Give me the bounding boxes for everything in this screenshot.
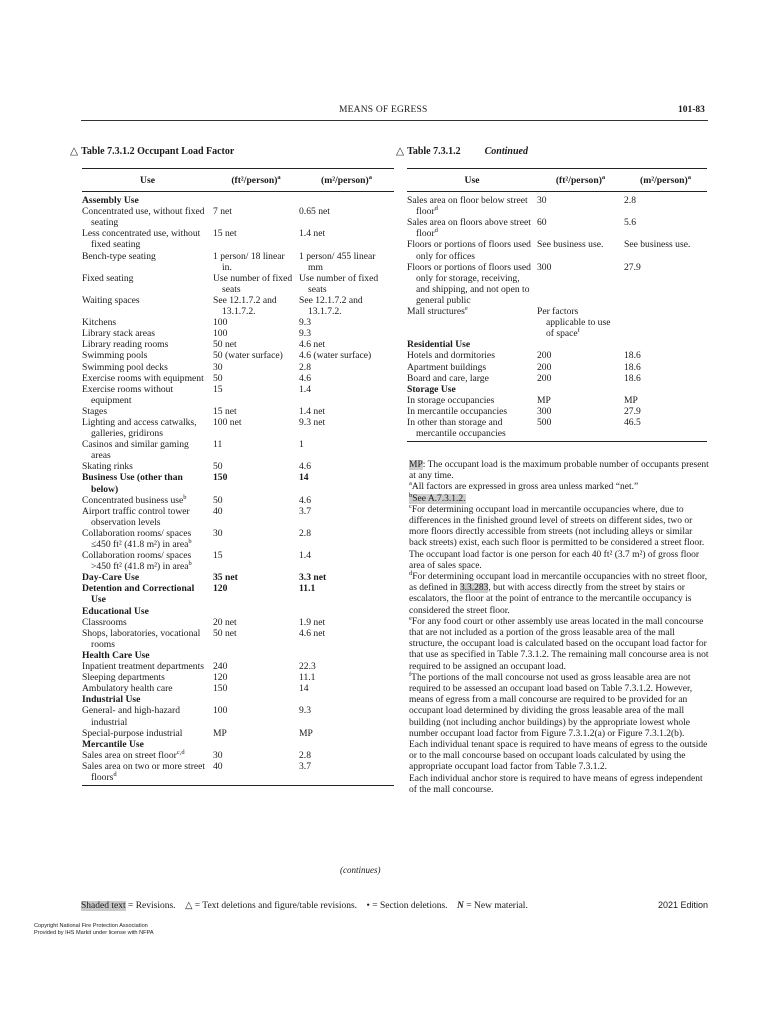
cell-m: 27.9 bbox=[624, 405, 641, 417]
table-section-row bbox=[82, 739, 394, 750]
cell-ft: 30 bbox=[213, 361, 223, 373]
cell-use: Classrooms bbox=[82, 616, 127, 628]
cell-use: Educational Use bbox=[82, 605, 149, 617]
table-row bbox=[82, 495, 394, 506]
cell-use: Casinos and similar gaming areas bbox=[82, 439, 189, 462]
cell-m: See 12.1.7.2 and 13.1.7.2. bbox=[299, 294, 363, 318]
cell-m: 0.65 net bbox=[299, 206, 330, 218]
table-row bbox=[407, 417, 707, 442]
left-table-caption: △ Table 7.3.1.2 Occupant Load Factor bbox=[70, 146, 235, 157]
cell-ft: 50 net bbox=[213, 627, 237, 639]
cell-m: 3.3 net bbox=[299, 572, 327, 584]
table-section-row bbox=[82, 694, 394, 705]
cell-m: 18.6 bbox=[624, 361, 641, 373]
occupant-load-table-right bbox=[407, 168, 707, 442]
cell-use: Shops, laboratories, vocational rooms bbox=[82, 627, 201, 650]
cell-ft bbox=[213, 739, 299, 750]
cell-m: 4.6 bbox=[299, 461, 311, 473]
table-row bbox=[407, 395, 707, 406]
cell-ft: 100 net bbox=[213, 416, 242, 428]
cell-m: 1.4 bbox=[299, 383, 311, 395]
cell-m: 1 person/ 455 linear mm bbox=[299, 250, 376, 273]
cell-use: General- and high-hazard industrial bbox=[82, 705, 181, 728]
table-row bbox=[407, 239, 707, 261]
cell-ft: 500 bbox=[537, 417, 624, 442]
continues-label: (continues) bbox=[340, 865, 381, 875]
table-row bbox=[82, 550, 394, 572]
cell-use: Stages bbox=[82, 405, 108, 417]
cell-m bbox=[299, 650, 394, 661]
table-section-row bbox=[407, 384, 707, 395]
table-row bbox=[82, 295, 394, 317]
cell-m: 14 bbox=[299, 472, 309, 484]
cell-m: 9.3 bbox=[299, 705, 311, 717]
cell-use: Library reading rooms bbox=[82, 339, 169, 351]
cell-m: 3.7 bbox=[299, 761, 394, 786]
table-section-row bbox=[82, 192, 394, 207]
delta-icon: △ bbox=[70, 146, 79, 157]
cell-use: Swimming pools bbox=[82, 350, 148, 362]
table-header-row bbox=[82, 169, 394, 192]
table-section-row bbox=[82, 650, 394, 661]
cell-m: 2.8 bbox=[299, 361, 311, 373]
cell-m bbox=[624, 384, 707, 395]
cell-ft: 60 bbox=[537, 217, 547, 229]
revision-legend: Shaded text = Revisions. △ = Text deletions and figure/table revisions. • = Section deletions. N = New material. bbox=[81, 901, 528, 911]
cell-m: 46.5 bbox=[624, 417, 707, 442]
table-row bbox=[82, 328, 394, 339]
cell-ft bbox=[537, 339, 624, 350]
table-row bbox=[82, 761, 394, 786]
cell-m: 4.6 net bbox=[299, 339, 326, 351]
cell-use: In other than storage and mercantile occupancies bbox=[407, 417, 537, 442]
cell-use: Collaboration rooms/ spaces ≤450 ft² (41.8 m²) in area$^b$ bbox=[82, 527, 192, 550]
table-row bbox=[82, 672, 394, 683]
cell-use: Mall structures$^e$ bbox=[407, 305, 468, 318]
cell-use: Storage Use bbox=[407, 383, 456, 395]
cell-m: 4.6 (water surface) bbox=[299, 350, 372, 362]
cell-ft: 150 bbox=[213, 683, 228, 695]
table-row bbox=[407, 362, 707, 373]
cell-m bbox=[624, 339, 707, 350]
table-row bbox=[82, 206, 394, 228]
table-row bbox=[82, 317, 394, 328]
cell-m: 5.6 bbox=[624, 217, 636, 229]
cell-m: 4.6 bbox=[299, 372, 311, 384]
cell-ft: 50 bbox=[213, 494, 223, 506]
cell-ft: See business use. bbox=[537, 239, 604, 251]
cell-ft bbox=[213, 606, 299, 617]
col-header-m: (m²/person)$^a$ bbox=[624, 169, 707, 192]
footnote-h: Each individual anchor store is required to have means of egress independent of the mall concourse. bbox=[409, 773, 703, 795]
cell-m bbox=[299, 739, 394, 750]
table-row bbox=[82, 750, 394, 761]
cell-m: 1.4 bbox=[299, 550, 311, 562]
table-row bbox=[82, 339, 394, 350]
table-row bbox=[407, 306, 707, 339]
table-row bbox=[82, 362, 394, 373]
cell-use: Sales area on floor below street floor$^d$ bbox=[407, 195, 528, 218]
delta-icon: △ bbox=[396, 146, 405, 157]
cell-ft: 35 net bbox=[213, 572, 238, 584]
cell-m bbox=[624, 306, 707, 339]
page-number: 101-83 bbox=[678, 105, 705, 115]
cell-use: Kitchens bbox=[82, 317, 117, 329]
shaded-text-sample: Shaded text bbox=[81, 901, 126, 911]
cell-m: 4.6 bbox=[299, 494, 311, 506]
table-row bbox=[82, 406, 394, 417]
cell-ft: 200 bbox=[537, 361, 552, 373]
cell-m bbox=[299, 192, 394, 207]
cell-m: 11.1 bbox=[299, 672, 316, 684]
cell-ft bbox=[213, 192, 299, 207]
table-row bbox=[407, 192, 707, 218]
footnote-d: $^d$For determining occupant load in mercantile occupancies with no street floor, as defined in 3.3.283, but with access directly from the street by stairs or escalators, the floor at the point of entrance to the mercantile occupancy is considered the street floor. bbox=[409, 570, 708, 616]
cell-use: Collaboration rooms/ spaces >450 ft² (41.8 m²) in area$^b$ bbox=[82, 550, 192, 573]
cell-ft: 15 bbox=[213, 550, 223, 562]
cell-m: MP bbox=[624, 394, 638, 406]
table-row bbox=[407, 262, 707, 306]
table-row bbox=[82, 251, 394, 273]
table-row bbox=[82, 506, 394, 528]
cell-ft: 7 net bbox=[213, 206, 232, 218]
cell-ft: 150 bbox=[213, 472, 228, 484]
cell-m: 4.6 net bbox=[299, 627, 326, 639]
cell-ft: 100 bbox=[213, 328, 228, 340]
cell-use: Inpatient treatment departments bbox=[82, 661, 205, 673]
cell-m: Use number of fixed seats bbox=[299, 272, 379, 295]
table-row bbox=[82, 373, 394, 384]
table-row bbox=[82, 384, 394, 406]
cell-use: Sales area on street floor$^{c,d}$ bbox=[82, 748, 185, 761]
cell-m: 14 bbox=[299, 683, 309, 695]
cell-use: Swimming pool decks bbox=[82, 361, 168, 373]
table-header-row bbox=[407, 169, 707, 192]
table-row bbox=[407, 373, 707, 384]
cell-use: Sleeping departments bbox=[82, 672, 165, 684]
cell-use: Less concentrated use, without fixed seating bbox=[82, 228, 201, 251]
occupant-load-table-left bbox=[82, 168, 394, 786]
table-row bbox=[407, 350, 707, 361]
cell-ft: 300 bbox=[537, 261, 552, 273]
cell-ft bbox=[213, 650, 299, 661]
cell-m: See business use. bbox=[624, 239, 691, 251]
edition-label: 2021 Edition bbox=[658, 900, 709, 910]
cell-m: 11.1 bbox=[299, 583, 316, 595]
footnote-b: $^b$See A.7.3.1.2. bbox=[409, 491, 466, 504]
cell-use: Bench-type seating bbox=[82, 250, 156, 262]
footnote-a: $^a$All factors are expressed in gross area unless marked “net.” bbox=[409, 480, 639, 493]
table-row bbox=[82, 417, 394, 439]
cell-ft: 30 bbox=[537, 195, 547, 207]
cell-use: Apartment buildings bbox=[407, 361, 487, 373]
cell-ft: Per factors applicable to use of space$^f$ bbox=[537, 306, 611, 340]
col-header-ft: (ft²/person)$^a$ bbox=[213, 169, 299, 192]
table-section-row bbox=[407, 339, 707, 350]
cell-ft: 50 net bbox=[213, 339, 237, 351]
cell-ft: 200 bbox=[537, 350, 552, 362]
cell-m: 1.4 net bbox=[299, 405, 326, 417]
cell-use: Business Use (other than below) bbox=[82, 472, 183, 495]
cell-ft: 40 bbox=[213, 505, 223, 517]
cell-m: 2.8 bbox=[299, 749, 311, 761]
cell-m: 2.8 bbox=[299, 527, 311, 539]
cell-use: Health Care Use bbox=[82, 649, 150, 661]
cell-ft: 100 bbox=[213, 317, 228, 329]
cell-use: Assembly Use bbox=[82, 195, 139, 207]
cell-m: 18.6 bbox=[624, 350, 641, 362]
cell-m: MP bbox=[299, 727, 313, 739]
cell-use: In storage occupancies bbox=[407, 394, 495, 406]
col-header-use: Use bbox=[82, 169, 213, 192]
cell-use: Skating rinks bbox=[82, 461, 133, 473]
cell-ft: 120 bbox=[213, 583, 228, 595]
footnote-e: $^e$For any food court or other assembly use areas located in the mall concourse that are not included as a portion of the gross leasable area of the mall structure, the occupant load is calculated based on the occupant load factor for that use as specified in Table 7.3.1.2. The remaining mall concourse area is not required to be assigned an occupant load. bbox=[409, 614, 709, 672]
footnote-f: $^f$The portions of the mall concourse not used as gross leasable area are not required to be assessed an occupant load based on Table 7.3.1.2. However, means of egress from a mall concourse are required to be provided for an occupant load determined by dividing the gross leasable area of the mall building (not including anchor buildings) by the appropriate lowest whole number occupant load factor from Figure 7.3.1.2(a) or Figure 7.3.1.2(b). bbox=[409, 670, 693, 739]
cell-ft: 15 net bbox=[213, 405, 237, 417]
cell-ft: 50 (water surface) bbox=[213, 350, 283, 362]
cell-use: Mercantile Use bbox=[82, 738, 144, 750]
cell-use: Exercise rooms without equipment bbox=[82, 383, 174, 406]
table-row bbox=[407, 406, 707, 417]
cell-ft: 15 net bbox=[213, 228, 237, 240]
cell-m bbox=[299, 694, 394, 705]
table-row bbox=[82, 683, 394, 694]
cell-ft: MP bbox=[537, 394, 551, 406]
col-header-ft: (ft²/person)$^a$ bbox=[537, 169, 624, 192]
cell-use: Fixed seating bbox=[82, 272, 134, 284]
table-footnotes bbox=[409, 460, 712, 796]
cell-use: Lighting and access catwalks, galleries, gridirons bbox=[82, 416, 197, 440]
header-rule bbox=[81, 120, 708, 121]
cell-m: 9.3 net bbox=[299, 416, 326, 428]
cell-use: Concentrated use, without fixed seating bbox=[82, 206, 205, 229]
cell-ft: 20 net bbox=[213, 616, 237, 628]
cell-m: 9.3 bbox=[299, 328, 311, 340]
cell-ft: 11 bbox=[213, 439, 223, 451]
footnote-mp: MP: The occupant load is the maximum probable number of occupants present at any time. bbox=[409, 460, 709, 482]
table-row bbox=[82, 728, 394, 739]
cell-use: Concentrated business use$^b$ bbox=[82, 493, 187, 506]
footnote-c: $^c$For determining occupant load in mercantile occupancies where, due to differences in the finished ground level of streets on different sides, two or more floors directly accessible from streets (not including alleys or similar back streets) exist, each such floor is permitted to be considered a street floor. The occupant load factor is one person for each 40 ft² (3.7 m²) of gross floor area of sales space. bbox=[409, 502, 705, 571]
cell-m: 27.9 bbox=[624, 261, 641, 273]
new-material-icon: N bbox=[457, 901, 464, 911]
cell-m: 18.6 bbox=[624, 372, 641, 384]
cell-ft: 30 bbox=[213, 749, 223, 761]
cell-m: 3.7 bbox=[299, 505, 311, 517]
cell-use: Exercise rooms with equipment bbox=[82, 372, 204, 384]
table-section-row bbox=[82, 606, 394, 617]
table-row bbox=[82, 439, 394, 461]
cell-ft: 200 bbox=[537, 372, 552, 384]
cell-use: Sales area on two or more street floors$^d$ bbox=[82, 761, 213, 786]
cell-m: 2.8 bbox=[624, 195, 636, 207]
cell-ft: Use number of fixed seats bbox=[213, 272, 293, 295]
cell-ft: 1 person/ 18 linear in. bbox=[213, 250, 285, 273]
table-row bbox=[82, 528, 394, 550]
col-header-m: (m²/person)$^a$ bbox=[299, 169, 394, 192]
table-row bbox=[82, 273, 394, 295]
table-row bbox=[82, 617, 394, 628]
cell-m: 1.4 net bbox=[299, 228, 326, 240]
cell-use: Industrial Use bbox=[82, 694, 141, 706]
cell-ft: 30 bbox=[213, 527, 223, 539]
table-section-row bbox=[82, 472, 394, 494]
cell-use: Board and care, large bbox=[407, 372, 489, 384]
cell-ft: 50 bbox=[213, 461, 223, 473]
cell-use: Day-Care Use bbox=[82, 572, 140, 584]
cell-use: Airport traffic control tower observation levels bbox=[82, 505, 190, 528]
delta-icon: △ bbox=[185, 901, 193, 911]
running-header-title: MEANS OF EGRESS bbox=[339, 105, 428, 115]
table-row bbox=[82, 661, 394, 672]
cell-ft: 40 bbox=[213, 761, 299, 786]
right-table-caption: △ Table 7.3.1.2 Continued bbox=[396, 146, 528, 157]
cell-use: Library stack areas bbox=[82, 328, 155, 340]
cell-ft: 100 bbox=[213, 705, 228, 717]
cell-ft bbox=[213, 694, 299, 705]
cell-use: Sales area on floors above street floor$^d$ bbox=[407, 217, 531, 240]
cell-m: 9.3 bbox=[299, 317, 311, 329]
table-row bbox=[82, 705, 394, 727]
cell-use: Waiting spaces bbox=[82, 294, 140, 306]
copyright-notice: Copyright National Fire Protection Association Provided by IHS Markit under license with NFPA bbox=[34, 923, 154, 936]
table-row bbox=[82, 228, 394, 250]
table-section-row bbox=[82, 572, 394, 583]
bullet-icon: • bbox=[366, 901, 370, 911]
cell-use: In mercantile occupancies bbox=[407, 405, 508, 417]
cell-use: Floors or portions of floors used only for storage, receiving, and shipping, and not open to general public bbox=[407, 261, 531, 306]
cell-use: Residential Use bbox=[407, 339, 471, 351]
cell-m: 22.3 bbox=[299, 661, 316, 673]
cell-ft: 240 bbox=[213, 661, 228, 673]
cell-ft: 15 bbox=[213, 383, 223, 395]
col-header-use: Use bbox=[407, 169, 537, 192]
cell-ft: 300 bbox=[537, 405, 552, 417]
cell-use: Special-purpose industrial bbox=[82, 727, 183, 739]
footnote-g: Each individual tenant space is required to have means of egress to the outside or to the mall concourse based on occupant loads calculated by using the appropriate occupant load factor from Table 7.3.1.2. bbox=[409, 740, 708, 773]
cell-m: 1 bbox=[299, 439, 304, 451]
cell-use: Ambulatory health care bbox=[82, 683, 173, 695]
cell-ft: 120 bbox=[213, 672, 228, 684]
cell-use: Floors or portions of floors used only for offices bbox=[407, 239, 531, 262]
cross-reference: 3.3.283 bbox=[459, 583, 489, 594]
table-row bbox=[82, 350, 394, 361]
table-section-row bbox=[82, 583, 394, 605]
cell-ft: See 12.1.7.2 and 13.1.7.2. bbox=[213, 294, 277, 318]
cell-ft: 50 bbox=[213, 372, 223, 384]
cell-m bbox=[299, 606, 394, 617]
table-row bbox=[82, 628, 394, 650]
cell-use: Detention and Correctional Use bbox=[82, 583, 195, 606]
cell-ft bbox=[537, 384, 624, 395]
cell-ft: MP bbox=[213, 727, 227, 739]
cell-m: 1.9 net bbox=[299, 616, 326, 628]
table-row bbox=[82, 461, 394, 472]
cell-use: Hotels and dormitories bbox=[407, 350, 495, 362]
table-row bbox=[407, 217, 707, 239]
